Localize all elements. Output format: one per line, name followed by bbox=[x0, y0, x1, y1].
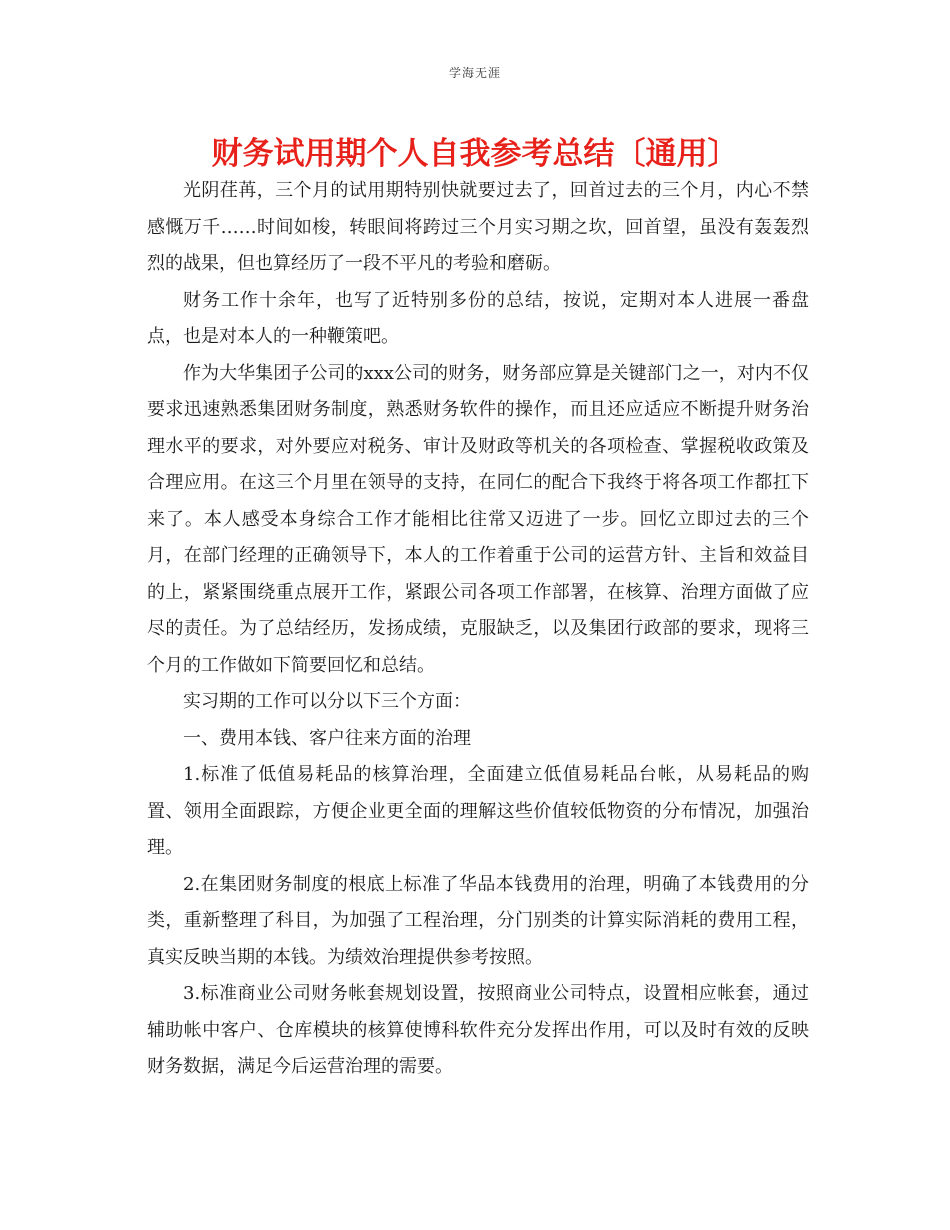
list-item: 1.标准了低值易耗品的核算治理，全面建立低值易耗品台帐，从易耗品的购置、领用全面跟踪，方便企业更全面的理解这些价值较低物资的分布情况，加强治理。 bbox=[147, 764, 809, 858]
page-header: 学海无涯 bbox=[448, 66, 501, 80]
section-heading: 一、费用本钱、客户往来方面的治理 bbox=[183, 727, 471, 749]
document-body bbox=[147, 173, 809, 1086]
document-title: 财务试用期个人自我参考总结〔通用〕 bbox=[211, 136, 739, 172]
paragraph: 财务工作十余年，也写了近特别多份的总结，按说，定期对本人进展一番盘点，也是对本人的一种鞭策吧。 bbox=[147, 289, 809, 347]
paragraph: 作为大华集团子公司的xxx公司的财务，财务部应算是关键部门之一，对内不仅要求迅速熟悉集团财务制度，熟悉财务软件的操作，而且还应适应不断提升财务治理水平的要求，对外要应对税务、审计及财政等机关的各项检查、掌握税收政策及合理应用。在这三个月里在领导的支持，在同仁的配合下我终于将各项工作都扛下来了。本人感受本身综合工作才能相比往常又迈进了一步。回忆立即过去的三个月，在部门经理的正确领导下，本人的工作着重于公司的运营方针、主旨和效益目的上，紧紧围绕重点展开工作，紧跟公司各项工作部署，在核算、治理方面做了应尽的责任。为了总结经历，发扬成绩，克服缺乏，以及集团行政部的要求，现将三个月的工作做如下简要回忆和总结。 bbox=[147, 362, 809, 676]
list-item: 3.标准商业公司财务帐套规划设置，按照商业公司特点，设置相应帐套，通过辅助帐中客户、仓库模块的核算使博科软件充分发挥出作用，可以及时有效的反映财务数据，满足今后运营治理的需要。 bbox=[147, 983, 809, 1077]
paragraph: 光阴荏苒，三个月的试用期特别快就要过去了，回首过去的三个月，内心不禁感慨万千……时间如梭，转眼间将跨过三个月实习期之坎，回首望，虽没有轰轰烈烈的战果，但也算经历了一段不平凡的考验和磨砺。 bbox=[147, 180, 809, 274]
list-item: 2.在集团财务制度的根底上标准了华品本钱费用的治理，明确了本钱费用的分类，重新整理了科目，为加强了工程治理，分门别类的计算实际消耗的费用工程，真实反映当期的本钱。为绩效治理提供参考按照。 bbox=[147, 873, 809, 968]
paragraph: 实习期的工作可以分以下三个方面： bbox=[183, 691, 471, 712]
